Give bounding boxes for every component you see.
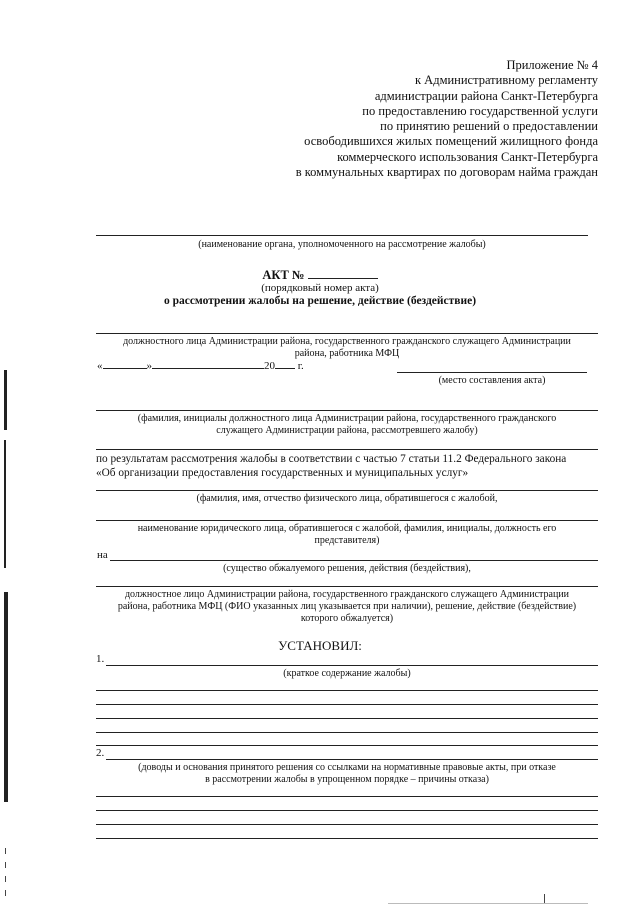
scan-mark [5, 876, 6, 882]
entity-caption-2: представителя) [314, 535, 380, 546]
date-day-field[interactable] [103, 368, 147, 369]
appealed-caption-2: района, работника МФЦ (ФИО указанных лиц указывается при наличии), решение, действие (бездействие) [117, 601, 577, 612]
reviewer-caption-1: (фамилия, инициалы должностного лица Администрации района, государственного гражданского [137, 413, 557, 424]
item1-blank-line[interactable] [96, 732, 598, 733]
scan-mark [4, 440, 6, 568]
item1-blank-line[interactable] [96, 718, 598, 719]
scan-mark [5, 848, 6, 854]
on-label: на [97, 549, 108, 561]
applicant-line[interactable] [96, 490, 598, 491]
act-number-field[interactable] [308, 267, 378, 279]
reviewer-line[interactable] [96, 410, 598, 411]
reviewer-caption-2: служащего Администрации района, рассмотревшего жалобу) [216, 425, 478, 436]
appendix-line: администрации района Санкт-Петербурга [374, 88, 598, 103]
appendix-header [178, 58, 598, 180]
date-row [97, 360, 304, 372]
scan-mark [5, 862, 6, 868]
item2-blank-line[interactable] [96, 810, 598, 811]
organ-caption: (наименование органа, уполномоченного на рассмотрение жалобы) [198, 239, 486, 250]
appealed-caption-3: которого обжалуется) [300, 613, 394, 624]
place-line[interactable] [397, 372, 587, 373]
date-open-quote: « [97, 360, 103, 372]
item1-caption: (краткое содержание жалобы) [283, 668, 411, 679]
entity-line[interactable] [96, 520, 598, 521]
appendix-line: в коммунальных квартирах по договорам найма граждан [295, 165, 598, 180]
item1-number: 1. [96, 653, 105, 665]
appendix-line: по принятию решений о предоставлении [380, 119, 598, 134]
official-line[interactable] [96, 333, 598, 334]
decision-caption: (существо обжалуемого решения, действия (бездействия), [223, 563, 471, 574]
scan-mark [4, 370, 7, 430]
appendix-line: коммерческого использования Санкт-Петербурга [337, 149, 598, 164]
item2-line[interactable] [106, 759, 598, 760]
decision-line[interactable] [110, 560, 598, 561]
organ-name-line[interactable] [96, 235, 588, 236]
item1-blank-line[interactable] [96, 704, 598, 705]
act-title [0, 267, 640, 283]
item2-blank-line[interactable] [96, 796, 598, 797]
law-text-2: «Об организации предоставления государственных и муниципальных услуг» [96, 467, 469, 479]
appealed-line[interactable] [96, 586, 598, 587]
act-title-label: АКТ № [262, 268, 305, 282]
item2-caption-2: в рассмотрении жалобы в упрощенном порядке – причины отказа) [205, 774, 489, 785]
appealed-caption-1: должностное лицо Администрации района, государственного гражданского служащего Администрации [124, 589, 570, 600]
item2-blank-line[interactable] [96, 838, 598, 839]
appendix-line: Приложение № 4 [506, 58, 598, 72]
item2-blank-line[interactable] [96, 824, 598, 825]
scan-mark [5, 890, 6, 896]
appendix-line: по предоставлению государственной услуги [362, 103, 598, 118]
law-text-1: по результатам рассмотрения жалобы в соответствии с частью 7 статьи 11.2 Федерального закона [96, 453, 567, 465]
date-month-field[interactable] [152, 368, 264, 369]
blank-line[interactable] [96, 449, 598, 450]
appendix-line: освободившихся жилых помещений жилищного фонда [304, 134, 598, 149]
date-year-prefix: 20 [264, 360, 275, 372]
official-caption-2: района, работника МФЦ [294, 348, 400, 359]
date-close-quote: » [146, 360, 152, 372]
item2-caption-1: (доводы и основания принятого решения со ссылками на нормативные правовые акты, при отказе [138, 762, 556, 773]
date-year-suffix: г. [297, 360, 304, 372]
appendix-line: к Административному регламенту [414, 73, 598, 88]
entity-caption-1: наименование юридического лица, обратившегося с жалобой, фамилия, инициалы, должность его [137, 523, 557, 534]
scan-mark [388, 903, 588, 904]
item1-blank-line[interactable] [96, 690, 598, 691]
official-caption-1: должностного лица Администрации района, государственного гражданского служащего Администрации [123, 336, 571, 347]
act-number-caption: (порядковый номер акта) [261, 282, 379, 294]
scan-mark [4, 592, 8, 802]
date-year-field[interactable] [275, 368, 295, 369]
item2-number: 2. [96, 747, 105, 759]
item1-line[interactable] [106, 665, 598, 666]
item1-blank-line[interactable] [96, 745, 598, 746]
established-heading: УСТАНОВИЛ: [278, 638, 362, 653]
act-subject: о рассмотрении жалобы на решение, действие (бездействие) [163, 295, 477, 307]
applicant-caption: (фамилия, имя, отчество физического лица, обратившегося с жалобой, [196, 493, 498, 504]
place-caption: (место составления акта) [438, 375, 546, 386]
